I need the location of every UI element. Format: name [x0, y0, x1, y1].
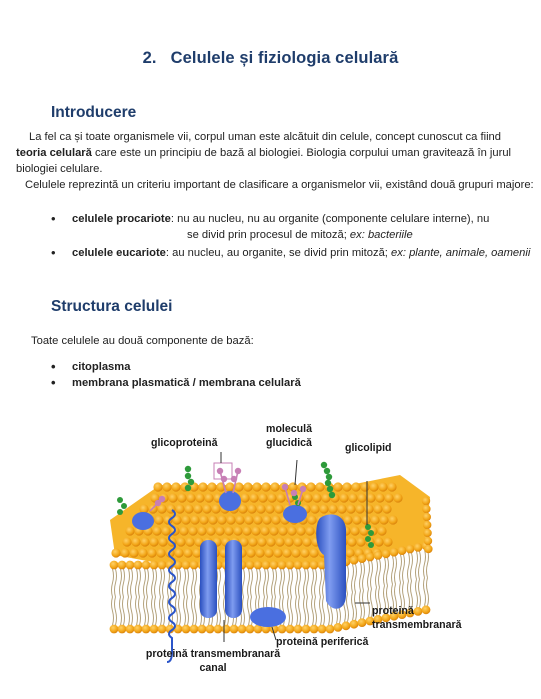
phospholipid-head	[257, 537, 266, 546]
phospholipid-head	[150, 561, 159, 570]
label-glycolipid: glicolipid	[345, 442, 392, 454]
phospholipid-head	[162, 482, 171, 491]
phospholipid-head	[168, 493, 177, 502]
phospholipid-head	[369, 482, 378, 491]
lipid-tail	[296, 569, 298, 625]
lipid-tail	[424, 550, 426, 606]
lipid-tail	[144, 569, 146, 625]
phospholipid-head	[284, 537, 293, 546]
phospholipid-head	[153, 482, 162, 491]
phospholipid-head	[310, 625, 319, 634]
phospholipid-head	[198, 625, 207, 634]
phospholipid-head	[156, 548, 165, 557]
phospholipid-head	[262, 515, 271, 524]
phospholipid-head	[158, 625, 167, 634]
phospholipid-head	[274, 504, 283, 513]
phospholipid-head	[175, 504, 184, 513]
phospholipid-head	[193, 504, 202, 513]
phospholipid-head	[374, 537, 383, 546]
phospholipid-head	[261, 482, 270, 491]
phospholipid-head	[247, 504, 256, 513]
chapter-number: 2.	[142, 49, 157, 67]
phospholipid-head	[315, 482, 324, 491]
lipid-tail	[307, 569, 309, 625]
phospholipid-head	[388, 515, 397, 524]
phospholipid-head	[183, 548, 192, 557]
phospholipid-head	[158, 537, 167, 546]
lipid-tail	[192, 569, 194, 625]
phospholipid-head	[373, 504, 382, 513]
phospholipid-head	[254, 561, 263, 570]
phospholipid-head	[163, 515, 172, 524]
phospholipid-head	[347, 537, 356, 546]
phospholipid-head	[423, 513, 431, 521]
lipid-tail	[128, 569, 130, 625]
phospholipid-head	[126, 561, 135, 570]
lipid-tail	[243, 569, 245, 625]
phospholipid-head	[303, 493, 312, 502]
phospholipid-head	[366, 553, 375, 562]
lipid-tail	[195, 569, 197, 625]
phospholipid-head	[142, 625, 151, 634]
phospholipid-head	[246, 625, 255, 634]
phospholipid-head	[422, 505, 430, 513]
lipid-tail	[155, 569, 157, 625]
phospholipid-head	[199, 515, 208, 524]
lipid-tail	[315, 569, 317, 625]
phospholipid-head	[202, 504, 211, 513]
lipid-tail	[179, 569, 181, 625]
phospholipid-head	[126, 625, 135, 634]
phospholipid-head	[319, 504, 328, 513]
phospholipid-head	[129, 548, 138, 557]
phospholipid-head	[293, 537, 302, 546]
phospholipid-head	[190, 625, 199, 634]
phospholipid-head	[177, 493, 186, 502]
phospholipid-head	[252, 482, 261, 491]
phospholipid-head	[208, 515, 217, 524]
lipid-tail	[160, 569, 162, 625]
cell-type-list	[51, 211, 536, 261]
phospholipid-head	[382, 504, 391, 513]
phospholipid-head	[222, 625, 231, 634]
phospholipid-head	[393, 493, 402, 502]
phospholipid-head	[370, 515, 379, 524]
phospholipid-head	[278, 526, 287, 535]
phospholipid-head	[309, 548, 318, 557]
phospholipid-head	[350, 526, 359, 535]
phospholipid-head	[343, 515, 352, 524]
lipid-tail	[352, 564, 354, 620]
phospholipid-head	[190, 515, 199, 524]
phospholipid-head	[266, 537, 275, 546]
phospholipid-head	[374, 551, 383, 560]
phospholipid-head	[294, 625, 303, 634]
phospholipid-head	[302, 561, 311, 570]
phospholipid-head	[270, 561, 279, 570]
lipid-tail	[184, 569, 186, 625]
lipid-tail	[139, 569, 141, 625]
phospholipid-head	[243, 482, 252, 491]
phospholipid-head	[337, 504, 346, 513]
phospholipid-head	[217, 515, 226, 524]
phospholipid-head	[238, 504, 247, 513]
phospholipid-head	[383, 537, 392, 546]
phospholipid-head	[248, 537, 257, 546]
phospholipid-head	[360, 482, 369, 491]
lipid-tail	[403, 555, 405, 611]
intro-paragraph-1	[16, 129, 531, 177]
phospholipid-head	[149, 537, 158, 546]
phospholipid-head	[198, 482, 207, 491]
phospholipid-head	[154, 515, 163, 524]
phospholipid-head	[364, 504, 373, 513]
lipid-tail	[291, 569, 293, 625]
phospholipid-head	[302, 537, 311, 546]
lipid-tail	[299, 569, 301, 625]
structure-paragraph: Toate celulele au două componente de bază:	[31, 335, 254, 347]
phospholipid-head	[328, 504, 337, 513]
phospholipid-head	[310, 504, 319, 513]
phospholipid-head	[424, 545, 432, 553]
label-glycoprotein: glicoproteină	[151, 437, 218, 449]
phospholipid-head	[147, 548, 156, 557]
phospholipid-head	[161, 526, 170, 535]
phospholipid-head	[358, 618, 367, 627]
section-heading-introducere: Introducere	[51, 104, 137, 121]
phospholipid-head	[357, 493, 366, 502]
list-item: • celulele eucariote: au nucleu, au organite, se divid prin mitoză; ex: plante, animale, oamenii	[51, 245, 536, 261]
phospholipid-head	[326, 625, 335, 634]
phospholipid-head	[251, 526, 260, 535]
lipid-tail	[123, 569, 125, 625]
phospholipid-head	[258, 493, 267, 502]
phospholipid-head	[358, 554, 367, 563]
phospholipid-head	[422, 497, 430, 505]
lipid-tail	[427, 550, 429, 606]
lipid-tail	[219, 569, 221, 625]
phospholipid-head	[300, 548, 309, 557]
phospholipid-head	[260, 526, 269, 535]
phospholipid-head	[406, 545, 415, 554]
phospholipid-head	[246, 561, 255, 570]
phospholipid-head	[122, 537, 131, 546]
phospholipid-head	[150, 625, 159, 634]
phospholipid-head	[182, 625, 191, 634]
phospholipid-head	[134, 561, 143, 570]
phospholipid-head	[186, 493, 195, 502]
phospholipid-head	[291, 548, 300, 557]
lipid-tail	[400, 555, 402, 611]
phospholipid-head	[273, 548, 282, 557]
lipid-tail	[136, 569, 138, 625]
list-item: • citoplasma	[51, 359, 521, 375]
phospholipid-head	[351, 482, 360, 491]
lipid-tail	[411, 553, 413, 609]
phospholipid-head	[361, 515, 370, 524]
lipid-tail	[147, 569, 149, 625]
intro-p1-start: La fel ca și toate organismele vii, corpul uman este alcătuit din celule, concept cunoscut ca fiind	[29, 131, 501, 143]
phospholipid-head	[249, 493, 258, 502]
phospholipid-head	[185, 537, 194, 546]
phospholipid-head	[333, 482, 342, 491]
phospholipid-head	[269, 526, 278, 535]
phospholipid-head	[176, 537, 185, 546]
phospholipid-head	[398, 546, 407, 555]
phospholipid-head	[348, 493, 357, 502]
phospholipid-head	[310, 561, 319, 570]
phospholipid-head	[184, 504, 193, 513]
phospholipid-head	[244, 515, 253, 524]
bullet-term: celulele procariote	[72, 213, 171, 225]
phospholipid-head	[174, 548, 183, 557]
phospholipid-head	[204, 493, 213, 502]
phospholipid-head	[294, 561, 303, 570]
lipid-tail	[163, 569, 165, 625]
phospholipid-head	[120, 548, 129, 557]
phospholipid-head	[302, 625, 311, 634]
lipid-tail	[347, 566, 349, 622]
lipid-tail	[131, 569, 133, 625]
phospholipid-head	[423, 529, 431, 537]
phospholipid-head	[424, 537, 432, 545]
phospholipid-head	[256, 504, 265, 513]
phospholipid-head	[342, 482, 351, 491]
phospholipid-head	[414, 543, 423, 552]
lipid-tail	[419, 551, 421, 607]
phospholipid-head	[242, 526, 251, 535]
phospholipid-head	[384, 493, 393, 502]
phospholipid-head	[235, 515, 244, 524]
phospholipid-head	[152, 526, 161, 535]
phospholipid-head	[215, 526, 224, 535]
phospholipid-head	[350, 620, 359, 629]
phospholipid-head	[270, 482, 279, 491]
phospholipid-head	[111, 548, 120, 557]
phospholipid-head	[276, 493, 285, 502]
phospholipid-head	[356, 537, 365, 546]
lipid-tail	[355, 564, 357, 620]
phospholipid-head	[377, 526, 386, 535]
phospholipid-head	[346, 504, 355, 513]
cell-component-list	[51, 359, 521, 391]
phospholipid-head	[118, 625, 127, 634]
phospholipid-head	[271, 515, 280, 524]
phospholipid-head	[138, 548, 147, 557]
phospholipid-head	[312, 493, 321, 502]
phospholipid-head	[375, 493, 384, 502]
phospholipid-head	[246, 548, 255, 557]
phospholipid-head	[179, 526, 188, 535]
phospholipid-head	[278, 561, 287, 570]
intro-p1-end: care este un principiu de bază al biologiei. Biologia corpului uman gravitează în jurul biologiei celulare.	[16, 147, 512, 175]
lipid-tail	[360, 563, 362, 619]
phospholipid-head	[264, 548, 273, 557]
chapter-title-text: Celulele și fiziologia celulară	[170, 49, 399, 67]
lipid-tail	[152, 569, 154, 625]
phospholipid-head	[142, 561, 151, 570]
phospholipid-head	[230, 625, 239, 634]
chapter-title	[0, 49, 541, 68]
phospholipid-head	[253, 515, 262, 524]
lipid-tail	[120, 569, 122, 625]
intro-p1-bold-term: teoria celulară	[16, 147, 92, 159]
phospholipid-head	[140, 537, 149, 546]
phospholipid-head	[282, 548, 291, 557]
intro-paragraph-2: Celulele reprezintă un criteriu important de clasificare a organismelor vii, existând două grupuri majore:	[25, 179, 534, 191]
phospholipid-head	[195, 493, 204, 502]
phospholipid-head	[131, 537, 140, 546]
lipid-tail	[323, 569, 325, 625]
label-transmembrane-protein: proteină transmembranară	[372, 605, 462, 631]
phospholipid-head	[181, 515, 190, 524]
phospholipid-head	[110, 625, 119, 634]
lipid-tail	[416, 551, 418, 607]
phospholipid-head	[118, 561, 127, 570]
phospholipid-head	[339, 493, 348, 502]
phospholipid-head	[286, 625, 295, 634]
list-item: • celulele procariote: nu au nucleu, nu au organite (componente celulare interne), nu se divid prin procesul de mitoză; ex: bacteriile	[51, 211, 536, 243]
phospholipid-head	[278, 625, 287, 634]
phospholipid-head	[224, 526, 233, 535]
phospholipid-head	[287, 526, 296, 535]
phospholipid-head	[240, 493, 249, 502]
phospholipid-head	[342, 621, 351, 630]
phospholipid-head	[318, 625, 327, 634]
phospholipid-head	[110, 561, 119, 570]
label-peripheral-protein: proteină periferică	[276, 636, 369, 648]
phospholipid-head	[262, 561, 271, 570]
phospholipid-head	[355, 504, 364, 513]
phospholipid-head	[390, 548, 399, 557]
phospholipid-head	[190, 561, 199, 570]
phospholipid-head	[206, 625, 215, 634]
phospholipid-head	[206, 526, 215, 535]
phospholipid-head	[158, 561, 167, 570]
phospholipid-head	[171, 482, 180, 491]
phospholipid-head	[275, 537, 284, 546]
phospholipid-head	[350, 556, 359, 565]
label-sugar-molecule: moleculă glucidică	[266, 423, 312, 449]
section-heading-structura: Structura celulei	[51, 298, 173, 315]
phospholipid-head	[306, 482, 315, 491]
lipid-tail	[248, 569, 250, 625]
phospholipid-head	[134, 625, 143, 634]
phospholipid-head	[238, 625, 247, 634]
phospholipid-head	[182, 561, 191, 570]
lipid-tail	[320, 569, 322, 625]
lipid-tail	[408, 553, 410, 609]
phospholipid-head	[307, 515, 316, 524]
phospholipid-head	[382, 549, 391, 558]
lipid-tail	[368, 561, 370, 617]
label-channel-protein: proteină transmembranară canal	[145, 648, 281, 674]
phospholipid-head	[423, 521, 431, 529]
phospholipid-head	[207, 482, 216, 491]
phospholipid-head	[286, 561, 295, 570]
phospholipid-head	[265, 504, 274, 513]
list-item: • membrana plasmatică / membrana celulară	[51, 375, 521, 391]
phospholipid-head	[387, 482, 396, 491]
peripheral-protein	[250, 607, 286, 627]
phospholipid-head	[378, 482, 387, 491]
phospholipid-head	[125, 526, 134, 535]
lipid-tail	[112, 569, 114, 625]
phospholipid-head	[233, 526, 242, 535]
phospholipid-head	[214, 625, 223, 634]
lipid-tail	[304, 569, 306, 625]
bullet-term: celulele eucariote	[72, 247, 166, 259]
lipid-tail	[187, 569, 189, 625]
phospholipid-head	[267, 493, 276, 502]
lipid-tail	[115, 569, 117, 625]
phospholipid-head	[211, 504, 220, 513]
phospholipid-head	[255, 548, 264, 557]
phospholipid-head	[352, 515, 361, 524]
phospholipid-head	[226, 515, 235, 524]
phospholipid-head	[197, 526, 206, 535]
phospholipid-head	[379, 515, 388, 524]
phospholipid-head	[366, 493, 375, 502]
lipid-tail	[363, 563, 365, 619]
phospholipid-head	[296, 526, 305, 535]
lipid-tail	[288, 569, 290, 625]
phospholipid-head	[188, 526, 197, 535]
phospholipid-head	[334, 623, 343, 632]
lipid-tail	[312, 569, 314, 625]
phospholipid-head	[305, 526, 314, 535]
